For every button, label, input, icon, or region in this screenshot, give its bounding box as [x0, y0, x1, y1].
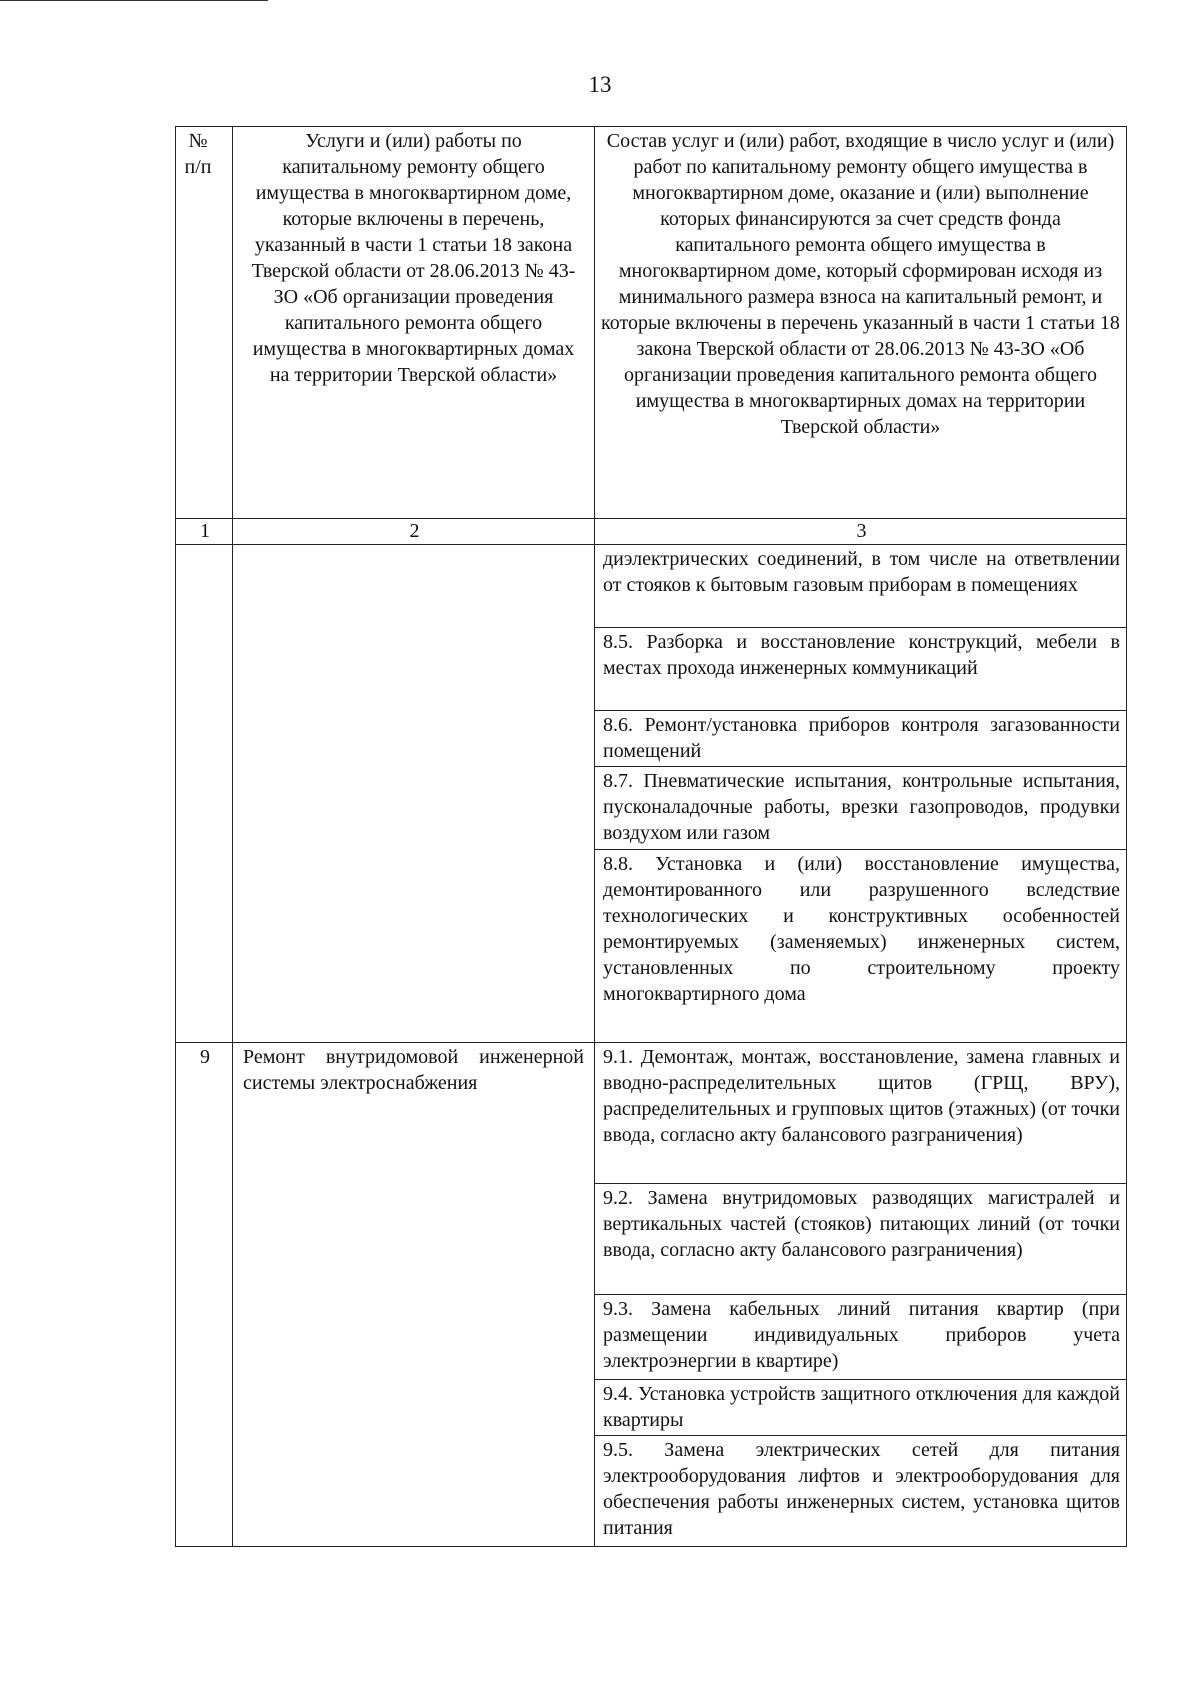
- item8-service-cell: [233, 545, 595, 1043]
- header-service: Услуги и (или) работы по капитальному ремонту общего имущества в многоквартирном доме, которые включены в перечень, указанный в части 1 статьи 18 закона Тверской области от 28.06.2013 № 43-ЗО «Об организации проведения капитального ремонта общего имущества в многоквартирных домах на территории Тверской области»: [233, 127, 595, 519]
- table-row: [176, 545, 1127, 628]
- work-8-7: 8.7. Пневматические испытания, контрольные испытания, пусконаладочные работы, врезки газопроводов, продувки воздухом или газом: [595, 767, 1127, 850]
- work-9-5: 9.5. Замена электрических сетей для питания электрооборудования лифтов и электрооборудования для обеспечения работы инженерных систем, установка щитов питания: [595, 1436, 1127, 1547]
- table-row: [176, 1043, 1127, 1184]
- table-header-row: [176, 127, 1127, 519]
- header-works: Состав услуг и (или) работ, входящие в число услуг и (или) работ по капитальному ремонту общего имущества в многоквартирном доме, оказание и (или) выполнение которых финансируются за счет средств фонда капитального ремонта общего имущества в многоквартирном доме, который сформирован исходя из минимального размера взноса на капитальный ремонт, и которые включены в перечень указанный в части 1 статьи 18 закона Тверской области от 28.06.2013 № 43-ЗО «Об организации проведения капитального ремонта общего имущества в многоквартирных домах на территории Тверской области»: [595, 127, 1127, 519]
- work-8-6: 8.6. Ремонт/установка приборов контроля загазованности помещений: [595, 711, 1127, 767]
- work-9-3: 9.3. Замена кабельных линий питания квартир (при размещении индивидуальных приборов учета электроэнергии в квартире): [595, 1295, 1127, 1380]
- header-number: № п/п: [176, 127, 233, 519]
- item9-number: 9: [176, 1043, 233, 1547]
- item9-service: Ремонт внутридомовой инженерной системы электроснабжения: [233, 1043, 595, 1547]
- item8-number-cell: [176, 545, 233, 1043]
- work-8-5: 8.5. Разборка и восстановление конструкций, мебели в местах прохода инженерных коммуникаций: [595, 628, 1127, 711]
- work-8-4-continuation: диэлектрических соединений, в том числе на ответвлении от стояков к бытовым газовым приборам в помещениях: [595, 545, 1127, 628]
- page-number: 13: [588, 72, 612, 97]
- column-number-2: 2: [233, 519, 595, 545]
- work-9-4: 9.4. Установка устройств защитного отключения для каждой квартиры: [595, 1380, 1127, 1436]
- work-9-1: 9.1. Демонтаж, монтаж, восстановление, замена главных и вводно-распределительных щитов (ГРЩ, ВРУ), распределительных и групповых щитов (этажных) (от точки ввода, согласно акту балансового разграничения): [595, 1043, 1127, 1184]
- top-left-rule: [0, 0, 268, 1]
- column-number-1: 1: [176, 519, 233, 545]
- column-number-row: [176, 519, 1127, 545]
- capital-repair-table: [175, 126, 1127, 1547]
- work-8-8: 8.8. Установка и (или) восстановление имущества, демонтированного или разрушенного вследствие технологических и конструктивных особенностей ремонтируемых (заменяемых) инженерных систем, установленных по строительному проекту многоквартирного дома: [595, 850, 1127, 1043]
- work-9-2: 9.2. Замена внутридомовых разводящих магистралей и вертикальных частей (стояков) питающих линий (от точки ввода, согласно акту балансового разграничения): [595, 1184, 1127, 1295]
- column-number-3: 3: [595, 519, 1127, 545]
